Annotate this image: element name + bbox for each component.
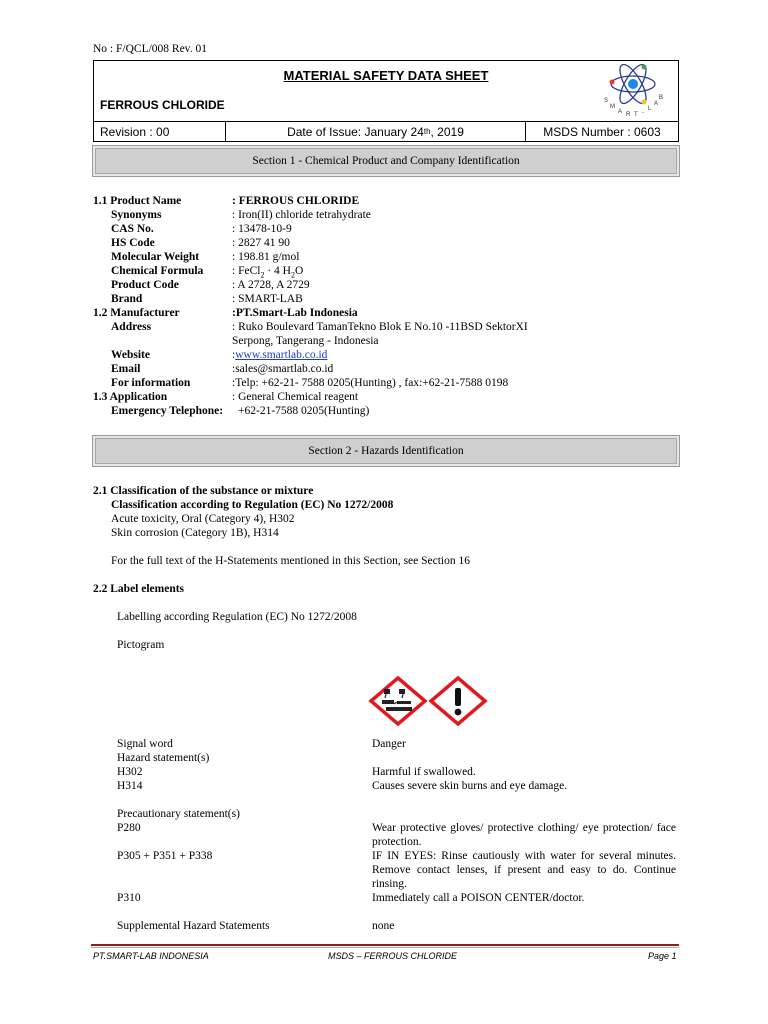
labelling-regulation: Labelling according Regulation (EC) No 1272/2008 [117,611,357,623]
precaution-code: P310 [117,892,141,904]
emergency-telephone-row [93,404,673,418]
formula-part: · 4 H [264,265,291,277]
product-code-row [93,278,673,292]
address-row [93,320,673,334]
label: 1.2 Manufacturer [93,307,180,319]
svg-text:S: S [604,98,609,104]
molecular-weight-row [93,250,673,264]
svg-text:M: M [610,104,615,110]
label: Email [111,363,141,375]
formula-subscript: 2 [290,270,295,280]
label: 1.3 Application [93,391,168,403]
h-statements-note: For the full text of the H-Statements mentioned in this Section, see Section 16 [111,555,470,567]
footer-page-number: Page 1 [648,951,677,961]
label: HS Code [111,237,155,249]
value: : 13478-10-9 [232,223,292,235]
website-link[interactable]: www.smartlab.co.id [235,349,328,361]
label: Emergency Telephone: [111,405,224,417]
value: :PT.Smart-Lab Indonesia [232,307,358,319]
footer-rule-thin [91,947,679,948]
label: Molecular Weight [111,251,200,263]
precaution-text: IF IN EYES: Rinse cautiously with water for several minutes. Remove contact lenses, if present and easy to do. Continue rinsing. [372,850,676,890]
precaution-text: Immediately call a POISON CENTER/doctor. [372,892,585,904]
footer-rule [91,944,679,946]
msds-number: MSDS Number : 0603 [543,124,661,139]
value [232,348,327,362]
svg-text:A: A [618,109,623,115]
formula-part: O [294,265,304,277]
value: :Telp: +62-21- 7588 0205(Hunting) , fax:+62-21-7588 0198 [232,377,509,389]
brand-row [93,292,673,306]
pictogram-label: Pictogram [117,639,165,651]
value: : 198.81 g/mol [232,251,300,263]
value: : FERROUS CHLORIDE [232,195,360,207]
manufacturer-row [93,306,673,320]
classification-regulation: Classification according to Regulation (EC) No 1272/2008 [111,499,394,511]
precaution-text: Wear protective gloves/ protective clothing/ eye protection/ face protection. [372,822,676,848]
supplemental-value: none [372,920,395,932]
value: :sales@smartlab.co.id [232,363,334,375]
hazard-code: H302 [117,766,143,778]
label: 1.1 Product Name [93,195,182,207]
classification-heading: 2.1 Classification of the substance or mixture [93,485,314,497]
value: : A 2728, A 2729 [232,279,310,291]
svg-text:-: - [642,110,644,116]
svg-text:T: T [634,112,638,118]
value: : General Chemical reagent [232,391,359,403]
footer-company: PT.SMART-LAB INDONESIA [93,951,209,961]
website-row [93,348,673,362]
hs-code-row [93,236,673,250]
section-2-title: Section 2 - Hazards Identification [308,445,464,457]
header-product-name: FERROUS CHLORIDE [100,98,225,112]
value [232,264,303,278]
formula-subscript: 2 [260,270,265,280]
document-number: No : F/QCL/008 Rev. 01 [93,43,207,55]
precautionary-statements-label: Precautionary statement(s) [117,808,240,820]
label: Synonyms [111,209,162,221]
value: : 2827 41 90 [232,237,290,249]
svg-text:R: R [626,112,631,118]
label: CAS No. [111,223,154,235]
value: +62-21-7588 0205(Hunting) [238,405,370,417]
value: Serpong, Tangerang - Indonesia [232,335,379,347]
signal-word-value: Danger [372,738,406,750]
date-of-issue: Date of Issue: January 24 th , 2019 [226,122,526,141]
footer-document: MSDS – FERROUS CHLORIDE [328,951,458,961]
svg-text:A: A [654,101,659,107]
application-row [93,390,673,404]
revision-number: Revision : 00 [94,122,226,141]
label: Address [111,321,152,333]
exclamation-mark-icon [428,676,488,726]
address-row-2 [93,334,673,348]
hazard-text: Causes severe skin burns and eye damage. [372,780,568,792]
hazard-statements-label: Hazard statement(s) [117,752,210,764]
label: For information [111,377,191,389]
label: Website [111,349,150,361]
colon: : [232,349,236,361]
chemical-formula-row [93,264,673,278]
value: : Iron(II) chloride tetrahydrate [232,209,371,221]
svg-text:B: B [659,95,664,101]
document-title: MATERIAL SAFETY DATA SHEET [283,68,489,83]
value: : Ruko Boulevard TamanTekno Blok E No.10 -11BSD SektorXI [232,321,528,333]
date-of-issue-year: , 2019 [430,124,464,139]
section-2-header [92,435,680,467]
label: Chemical Formula [111,265,204,277]
smart-lab-logo [598,62,668,120]
cas-row [93,222,673,236]
synonyms-row [93,208,673,222]
precaution-code: P305 + P351 + P338 [117,850,213,862]
date-of-issue-text: Date of Issue: January 24 [287,124,424,139]
corrosion-icon [368,676,428,726]
precaution-code: P280 [117,822,141,834]
signal-word-label: Signal word [117,738,173,750]
label: Brand [111,293,143,305]
hazard-text: Harmful if swallowed. [372,766,476,778]
email-row [93,362,673,376]
classification-item: Acute toxicity, Oral (Category 4), H302 [111,513,295,525]
classification-item: Skin corrosion (Category 1B), H314 [111,527,279,539]
label-elements-heading: 2.2 Label elements [93,583,185,595]
label: Product Code [111,279,179,291]
svg-text:L: L [648,106,652,112]
revision-row [93,121,679,142]
supplemental-label: Supplemental Hazard Statements [117,920,270,932]
product-name-row [93,194,673,208]
information-row [93,376,673,390]
section-1-title: Section 1 - Chemical Product and Company Identification [252,155,520,167]
formula-part: : FeCl [232,265,261,277]
section-1-header [92,145,680,177]
value: : SMART-LAB [232,293,303,305]
hazard-code: H314 [117,780,143,792]
